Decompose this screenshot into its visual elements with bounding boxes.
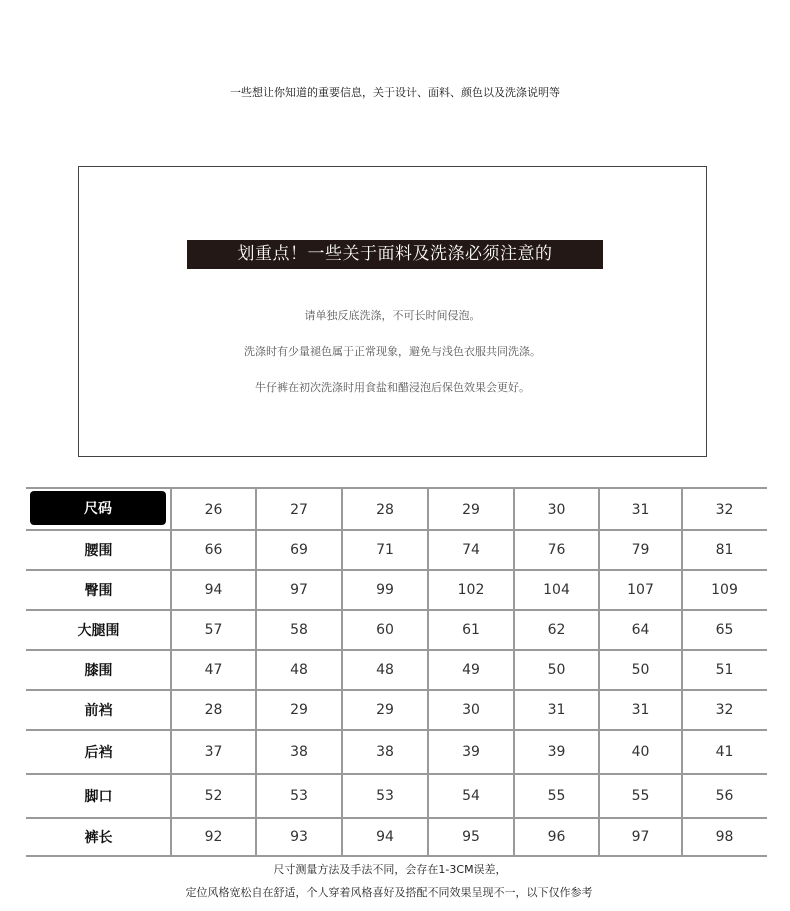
size-header-cell: 32: [715, 501, 734, 518]
table-cell: 64: [631, 622, 650, 638]
table-cell: 38: [376, 744, 394, 760]
table-row: [26, 730, 767, 774]
table-cell: 94: [204, 582, 223, 598]
table-cell: 40: [631, 744, 650, 760]
table-cell: 55: [631, 788, 650, 804]
row-divider: [26, 689, 767, 691]
table-cell: 28: [204, 702, 223, 718]
table-cell: 32: [715, 702, 734, 718]
table-cell: 55: [547, 788, 566, 804]
table-row: [26, 818, 767, 855]
table-cell: 71: [376, 542, 394, 558]
table-cell: 53: [290, 788, 308, 804]
table-row: [26, 570, 767, 610]
table-cell: 65: [715, 622, 734, 638]
table-row: [26, 530, 767, 570]
table-cell: 61: [462, 622, 480, 638]
table-row: [26, 650, 767, 690]
measurement-label: 前裆: [84, 703, 113, 719]
measurement-label: 膝围: [84, 663, 113, 679]
table-cell: 92: [204, 828, 223, 845]
column-divider: [255, 489, 257, 855]
table-cell: 96: [547, 828, 566, 845]
measurement-label: 脚口: [84, 789, 113, 805]
table-cell: 104: [543, 582, 570, 598]
table-cell: 102: [457, 582, 485, 598]
care-notice-line: 洗涤时有少量褪色属于正常现象，避免与浅色衣服共同洗涤。: [244, 345, 541, 358]
table-cell: 97: [290, 582, 308, 598]
table-cell: 60: [376, 622, 394, 638]
column-divider: [170, 489, 172, 855]
measurement-note: 尺寸测量方法及手法不同，会存在1-3CM误差，: [273, 863, 507, 876]
row-divider: [26, 729, 767, 731]
size-header-cell: 28: [376, 501, 394, 518]
table-cell: 52: [204, 788, 223, 804]
size-header-cell: 26: [204, 501, 223, 518]
row-divider: [26, 817, 767, 819]
row-divider: [26, 569, 767, 571]
intro-text: 一些想让你知道的重要信息，关于设计、面料、颜色以及洗涤说明等: [230, 86, 560, 99]
table-cell: 79: [631, 542, 650, 558]
measurement-label: 臀围: [84, 583, 113, 599]
table-cell: 58: [290, 622, 308, 638]
table-cell: 30: [462, 702, 480, 718]
table-cell: 47: [204, 662, 223, 678]
table-cell: 94: [376, 828, 394, 845]
table-cell: 93: [290, 828, 308, 845]
table-cell: 97: [631, 828, 650, 845]
table-cell: 51: [715, 662, 734, 678]
care-notice-line: 请单独反底洗涤，不可长时间侵泡。: [304, 309, 481, 322]
fit-note: 定位风格宽松自在舒适，个人穿着风格喜好及搭配不同效果呈现不一，以下仅作参考: [185, 886, 593, 899]
table-row: [26, 690, 767, 730]
measurement-label: 裤长: [84, 829, 113, 846]
measurement-label: 后裆: [84, 745, 113, 761]
table-cell: 69: [290, 542, 308, 558]
size-header-cell: 31: [631, 501, 650, 518]
table-cell: 62: [547, 622, 566, 638]
table-cell: 76: [547, 542, 566, 558]
column-divider: [681, 489, 683, 855]
size-column-header: 尺码: [30, 491, 166, 525]
row-divider: [26, 529, 767, 531]
size-chart-table: [26, 487, 767, 857]
table-cell: 53: [376, 788, 394, 804]
table-cell: 31: [547, 702, 566, 718]
table-cell: 39: [547, 744, 566, 760]
table-cell: 109: [711, 582, 738, 598]
table-cell: 37: [204, 744, 223, 760]
measurement-label: 大腿围: [77, 623, 120, 639]
care-notice-title: 划重点！一些关于面料及洗涤必须注意的: [187, 240, 603, 269]
size-header-cell: 29: [462, 501, 480, 518]
column-divider: [513, 489, 515, 855]
table-cell: 41: [715, 744, 734, 760]
table-cell: 56: [715, 788, 734, 804]
column-divider: [598, 489, 600, 855]
table-cell: 50: [631, 662, 650, 678]
table-cell: 95: [462, 828, 480, 845]
measurement-label: 腰围: [84, 543, 113, 559]
size-header-cell: 27: [290, 501, 308, 518]
table-cell: 107: [627, 582, 654, 598]
row-divider: [26, 649, 767, 651]
table-cell: 74: [462, 542, 480, 558]
column-divider: [427, 489, 429, 855]
table-cell: 48: [376, 662, 394, 678]
table-cell: 66: [204, 542, 223, 558]
table-cell: 38: [290, 744, 308, 760]
table-cell: 50: [547, 662, 566, 678]
table-cell: 57: [204, 622, 223, 638]
table-header-row: [26, 489, 767, 530]
table-cell: 29: [376, 702, 394, 718]
row-divider: [26, 773, 767, 775]
row-divider: [26, 609, 767, 611]
size-header-cell: 30: [547, 501, 566, 518]
care-notice-line: 牛仔裤在初次洗涤时用食盐和醋浸泡后保色效果会更好。: [255, 381, 530, 394]
table-cell: 31: [631, 702, 650, 718]
table-cell: 29: [290, 702, 308, 718]
table-cell: 49: [462, 662, 480, 678]
column-divider: [341, 489, 343, 855]
care-notice-box: [78, 166, 707, 457]
table-row: [26, 774, 767, 818]
table-cell: 54: [462, 788, 480, 804]
table-row: [26, 610, 767, 650]
table-cell: 39: [462, 744, 480, 760]
table-cell: 98: [715, 828, 734, 845]
table-cell: 81: [715, 542, 734, 558]
table-cell: 48: [290, 662, 308, 678]
table-cell: 99: [376, 582, 394, 598]
